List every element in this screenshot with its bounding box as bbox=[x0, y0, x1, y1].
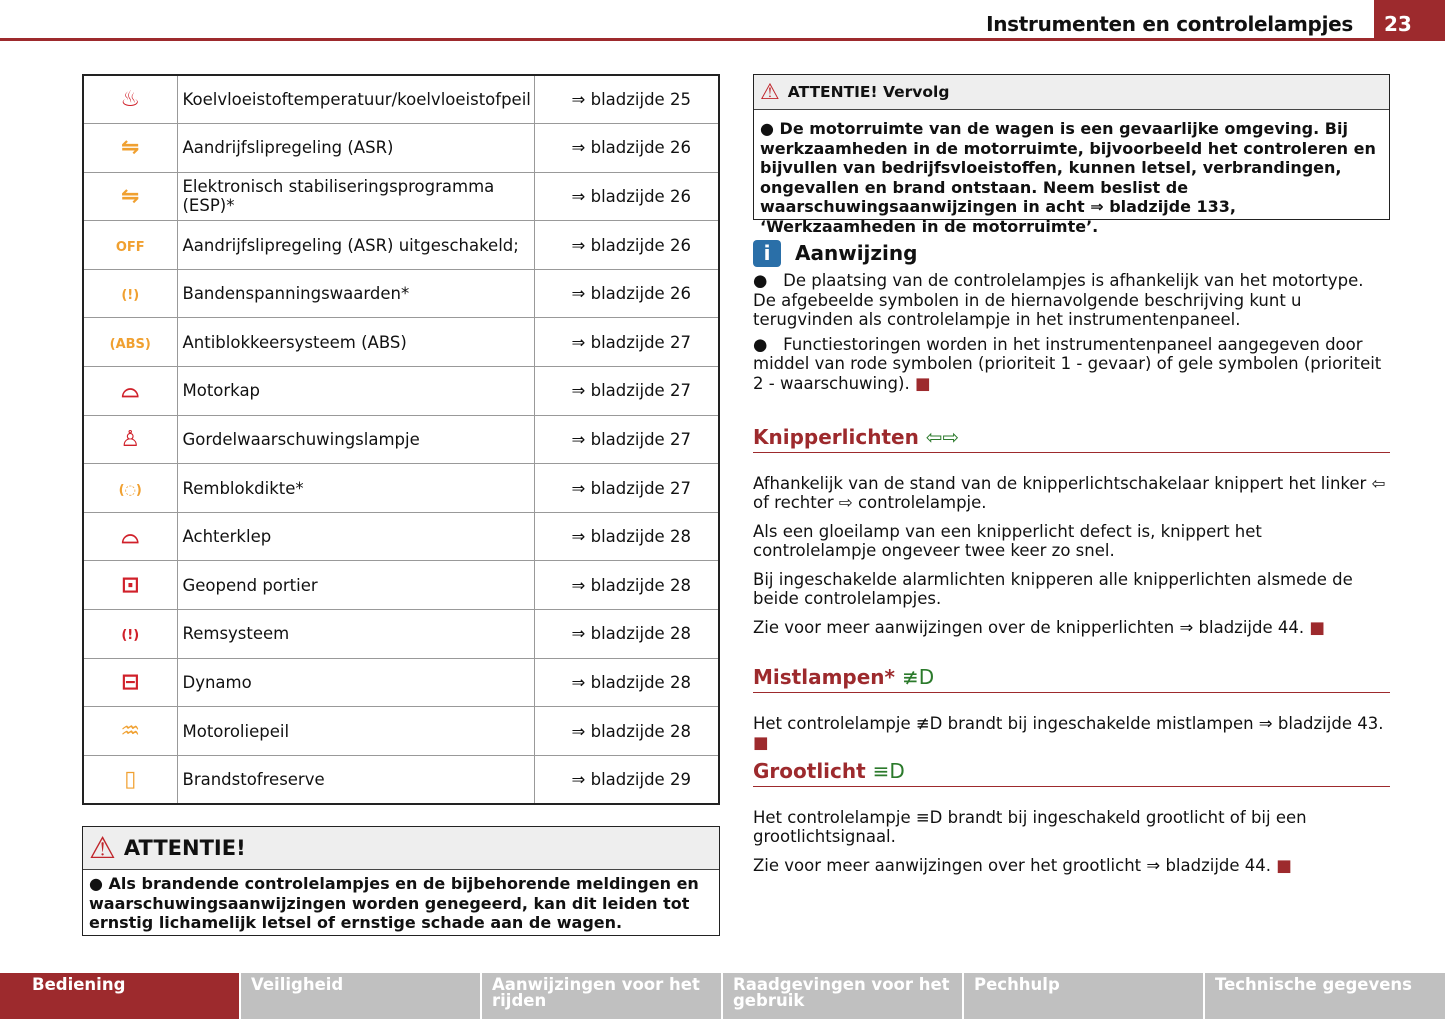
info-icon: i bbox=[753, 240, 781, 267]
table-row bbox=[83, 221, 719, 270]
note-section bbox=[753, 240, 1390, 402]
boot-open-icon: ⌓ bbox=[121, 524, 139, 550]
lamp-icon-cell bbox=[83, 755, 177, 804]
lamp-label: Remsysteem bbox=[177, 610, 534, 659]
paragraph: Zie voor meer aanwijzingen over het grootlicht ⇒ bladzijde 44. ■ bbox=[753, 855, 1292, 875]
lamp-icon-cell bbox=[83, 221, 177, 270]
door-open-icon: ⊡ bbox=[121, 572, 140, 598]
section-title: Mistlampen* bbox=[753, 665, 895, 689]
section-lamp-icon: ≢D bbox=[901, 665, 935, 689]
section-grootlicht bbox=[753, 759, 1390, 884]
lamp-label: Antiblokkeersysteem (ABS) bbox=[177, 318, 534, 367]
paragraph: Afhankelijk van de stand van de knipperlichtschakelaar knippert het linker ⇦ of rechter ⇨ controlelampje. bbox=[753, 473, 1386, 512]
lamp-label: Elektronisch stabiliseringsprogramma (ESP)* bbox=[177, 172, 534, 221]
lamp-icon-cell bbox=[83, 172, 177, 221]
nav-tab-5[interactable]: Technische gegevens bbox=[1205, 973, 1445, 1019]
warning-triangle-icon: ⚠ bbox=[760, 79, 780, 105]
warning-text: ● De motorruimte van de wagen is een gevaarlijke omgeving. Bij werkzaamheden in de motorruimte, bijvoorbeeld het controleren en bijvullen van bedrijfsvloeistoffen, kunnen letsel, verbrandingen, ongevallen en brand ontstaan. Neem beslist de waarschuwingsaanwijzingen in acht ⇒ bladzijde 133, ‘Werkzaamheden in de motorruimte’. bbox=[760, 119, 1376, 236]
page-reference-link[interactable]: ⇒ bladzijde 27 bbox=[534, 415, 719, 464]
lamp-icon-cell bbox=[83, 658, 177, 707]
lamp-label: Aandrijfslipregeling (ASR) uitgeschakeld; bbox=[177, 221, 534, 270]
section-title: Knipperlichten bbox=[753, 425, 919, 449]
paragraph: Bij ingeschakelde alarmlichten knipperen alle knipperlichten alsmede de beide controlelampjes. bbox=[753, 569, 1353, 608]
lamp-icon-cell bbox=[83, 561, 177, 610]
nav-tab-3[interactable]: Raadgevingen voor het gebruik bbox=[723, 973, 962, 1019]
table-row bbox=[83, 75, 719, 124]
page-reference-link[interactable]: ⇒ bladzijde 26 bbox=[534, 124, 719, 173]
alternator-icon: ⊟ bbox=[121, 669, 140, 695]
page-reference-link[interactable]: ⇒ bladzijde 28 bbox=[534, 658, 719, 707]
lamp-label: Bandenspanningswaarden* bbox=[177, 269, 534, 318]
lamp-icon-cell bbox=[83, 415, 177, 464]
lamp-icon-cell bbox=[83, 318, 177, 367]
table-row bbox=[83, 464, 719, 513]
lamp-label: Geopend portier bbox=[177, 561, 534, 610]
chapter-title: Instrumenten en controlelampjes bbox=[986, 12, 1353, 36]
page-reference-link[interactable]: ⇒ bladzijde 26 bbox=[534, 221, 719, 270]
nav-tab-1[interactable]: Veiligheid bbox=[241, 973, 480, 1019]
note-title: Aanwijzing bbox=[795, 240, 918, 265]
warning-triangle-icon: ⚠ bbox=[89, 830, 116, 866]
traction-control-off-icon: OFF bbox=[115, 239, 145, 255]
paragraph: Het controlelampje ≡D brandt bij ingeschakeld grootlicht of bij een grootlichtsignaal. bbox=[753, 807, 1307, 846]
page-reference-link[interactable]: ⇒ bladzijde 27 bbox=[534, 464, 719, 513]
lamp-icon-cell bbox=[83, 269, 177, 318]
page-reference-link[interactable]: ⇒ bladzijde 29 bbox=[534, 755, 719, 804]
table-row bbox=[83, 512, 719, 561]
paragraph: Zie voor meer aanwijzingen over de knipperlichten ⇒ bladzijde 44. ■ bbox=[753, 617, 1325, 637]
stability-program-icon: ⇋ bbox=[121, 183, 140, 209]
table-row bbox=[83, 610, 719, 659]
lamp-icon-cell bbox=[83, 367, 177, 416]
lamp-label: Koelvloeistoftemperatuur/koelvloeistofpeil bbox=[177, 75, 534, 124]
note-item: ● Functiestoringen worden in het instrumentenpaneel aangegeven door middel van rode symbolen (prioriteit 1 - gevaar) of gele symbolen (prioriteit 2 - waarschuwing). ■ bbox=[753, 334, 1382, 393]
header-rule bbox=[0, 38, 1445, 41]
table-row bbox=[83, 318, 719, 367]
brake-system-icon: (!) bbox=[121, 628, 140, 644]
tyre-pressure-icon: (!) bbox=[121, 288, 140, 304]
page-reference-link[interactable]: ⇒ bladzijde 27 bbox=[534, 367, 719, 416]
table-row bbox=[83, 367, 719, 416]
note-item: ● De plaatsing van de controlelampjes is afhankelijk van het motortype. De afgebeelde symbolen in de hiernavolgende beschrijving kunt u terugvinden als controlelampje in het instrumentenpaneel. bbox=[753, 271, 1364, 329]
fuel-reserve-icon: ▯ bbox=[124, 766, 137, 792]
lamp-label: Remblokdikte* bbox=[177, 464, 534, 513]
lamp-label: Gordelwaarschuwingslampje bbox=[177, 415, 534, 464]
warning-continued-box bbox=[753, 74, 1390, 236]
table-row bbox=[83, 561, 719, 610]
page-reference-link[interactable]: ⇒ bladzijde 26 bbox=[534, 172, 719, 221]
lamp-icon-cell bbox=[83, 124, 177, 173]
page-reference-link[interactable]: ⇒ bladzijde 28 bbox=[534, 512, 719, 561]
lamp-icon-cell bbox=[83, 610, 177, 659]
table-row bbox=[83, 269, 719, 318]
nav-tab-4[interactable]: Pechhulp bbox=[964, 973, 1203, 1019]
lamp-label: Motoroliepeil bbox=[177, 707, 534, 756]
page-reference-link[interactable]: ⇒ bladzijde 28 bbox=[534, 707, 719, 756]
lamp-icon-cell bbox=[83, 464, 177, 513]
warning-text: ● Als brandende controlelampjes en de bijbehorende meldingen en waarschuwingsaanwijzingen worden genegeerd, kan dit leiden tot ernstig lichamelijk letsel of ernstige schade aan de wagen. bbox=[89, 874, 699, 932]
section-lamp-icon: ≡D bbox=[872, 759, 905, 783]
warning-title: ATTENTIE! bbox=[123, 836, 246, 860]
seatbelt-icon: ♙ bbox=[120, 426, 141, 452]
oil-level-icon: ♒ bbox=[120, 718, 141, 744]
abs-icon: (ABS) bbox=[109, 336, 151, 352]
lamp-icon-cell bbox=[83, 707, 177, 756]
paragraph: Als een gloeilamp van een knipperlicht defect is, knippert het controlelampje ongeveer twee keer zo snel. bbox=[753, 521, 1262, 560]
paragraph: Het controlelampje ≢D brandt bij ingeschakelde mistlampen ⇒ bladzijde 43. ■ bbox=[753, 713, 1384, 752]
lamp-icon-cell bbox=[83, 75, 177, 124]
table-row bbox=[83, 755, 719, 804]
bonnet-open-icon: ⌓ bbox=[121, 378, 139, 404]
section-mistlampen bbox=[753, 665, 1390, 762]
table-row bbox=[83, 124, 719, 173]
page-reference-link[interactable]: ⇒ bladzijde 25 bbox=[534, 75, 719, 124]
section-title: Grootlicht bbox=[753, 759, 866, 783]
lamp-label: Motorkap bbox=[177, 367, 534, 416]
table-row bbox=[83, 172, 719, 221]
coolant-temperature-icon: ♨ bbox=[120, 87, 141, 113]
page-reference-link[interactable]: ⇒ bladzijde 28 bbox=[534, 610, 719, 659]
page-reference-link[interactable]: ⇒ bladzijde 26 bbox=[534, 269, 719, 318]
lamp-label: Achterklep bbox=[177, 512, 534, 561]
page-number: 23 bbox=[1374, 0, 1445, 41]
warning-lamp-table bbox=[82, 74, 720, 805]
warning-box bbox=[82, 826, 720, 936]
nav-tab-0[interactable]: Bediening bbox=[0, 973, 239, 1019]
table-row bbox=[83, 707, 719, 756]
warning-title: ATTENTIE! Vervolg bbox=[787, 83, 950, 101]
table-row bbox=[83, 415, 719, 464]
lamp-icon-cell bbox=[83, 512, 177, 561]
table-row bbox=[83, 658, 719, 707]
nav-tab-2[interactable]: Aanwijzingen voor het rijden bbox=[482, 973, 721, 1019]
lamp-label: Brandstofreserve bbox=[177, 755, 534, 804]
traction-control-icon: ⇋ bbox=[121, 135, 140, 161]
section-knipperlichten bbox=[753, 425, 1390, 646]
page-reference-link[interactable]: ⇒ bladzijde 27 bbox=[534, 318, 719, 367]
lamp-label: Aandrijfslipregeling (ASR) bbox=[177, 124, 534, 173]
brake-pads-icon: (◌) bbox=[118, 482, 142, 498]
section-lamp-icon: ⇦⇨ bbox=[925, 425, 960, 449]
page-reference-link[interactable]: ⇒ bladzijde 28 bbox=[534, 561, 719, 610]
lamp-label: Dynamo bbox=[177, 658, 534, 707]
